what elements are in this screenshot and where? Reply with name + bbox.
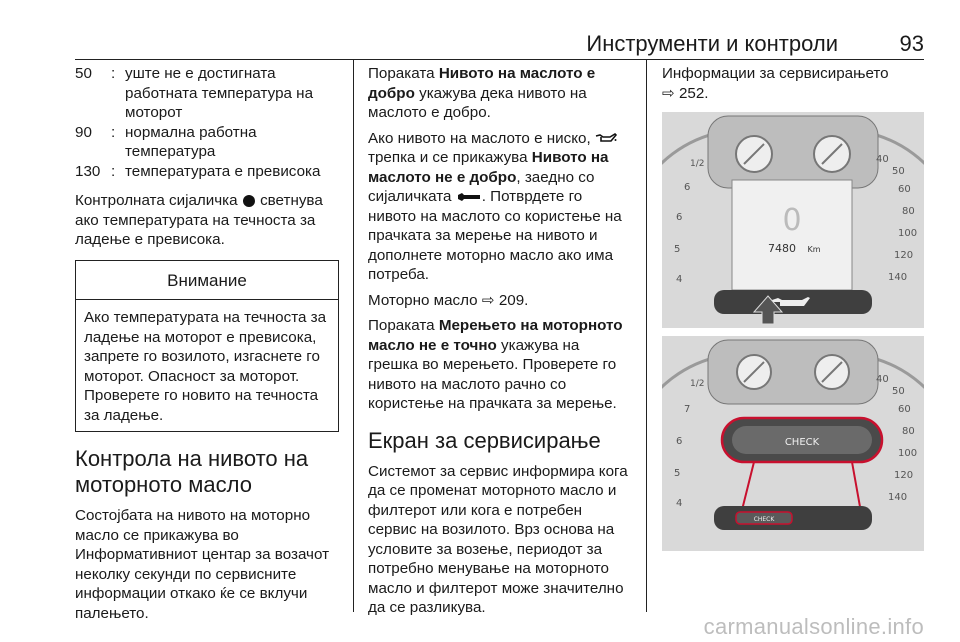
service-ref-paragraph [662, 64, 924, 103]
control-light-paragraph [75, 191, 339, 250]
temp-colon: : [111, 123, 116, 141]
page-number: 93 [899, 31, 924, 56]
section-heading: Екран за сервисирање [368, 427, 601, 453]
temperature-list [75, 64, 339, 181]
top-panel [708, 340, 878, 404]
small-check-label: CHECK [753, 516, 775, 523]
temp-description: температурата е превисока [125, 162, 321, 180]
page-ref-icon: ⇨ [481, 291, 495, 309]
gauge-label: 6 [676, 436, 683, 447]
header-rule [75, 59, 924, 60]
wrench-icon [456, 191, 482, 203]
gauge-label: 4 [676, 274, 683, 285]
check-label: CHECK [784, 437, 820, 448]
column-divider [646, 60, 647, 612]
gauge-label: 120 [894, 470, 914, 481]
digital-speed: 0 [782, 203, 802, 238]
section-paragraph: Состојбата на нивото на моторно масло се прикажува во Информативниот центар за возачот неколку секунди по сервисните информации откако ќе се вклучи палењето. [75, 507, 330, 622]
gauge-label: 6 [684, 182, 691, 193]
gauge-label: 1/2 [690, 159, 705, 169]
column-middle [368, 64, 633, 624]
page-header [0, 0, 960, 56]
temp-colon: : [111, 65, 116, 82]
gauge-label: 40 [876, 154, 889, 165]
gauge-label: 50 [892, 386, 905, 397]
text-run: трепка и се прикажува [368, 149, 528, 166]
indicator-dot-icon [242, 194, 256, 208]
gauge-label: 60 [898, 184, 911, 195]
text-run: Пораката [368, 317, 435, 334]
oil-ok-paragraph [368, 64, 633, 123]
temp-value: 130 [75, 162, 101, 180]
text-run: , заедно со сијаличката [368, 168, 595, 205]
text-run: Пораката [368, 65, 435, 82]
column-divider [353, 60, 354, 612]
temp-colon: : [111, 162, 116, 180]
top-panel [708, 116, 878, 188]
warning-title: Внимание [76, 261, 338, 301]
header-title: Инструменти и контроли [586, 31, 838, 56]
text-run: Информации за сервисирањето [662, 65, 889, 82]
odometer-unit: Km [807, 245, 821, 254]
gauge-label: 40 [876, 374, 889, 385]
column-right [662, 64, 924, 109]
page-ref[interactable]: 209. [498, 291, 529, 309]
oil-ref-paragraph [368, 291, 633, 311]
text-run: укажува на грешка во мерењето. Проверете го нивото на маслото рачно со користење на прачката за мерење. [368, 336, 617, 412]
temp-description: нормална работна температура [125, 123, 257, 160]
temp-value: 90 [75, 123, 92, 141]
cluster-figure-oil [662, 112, 924, 328]
temp-row [75, 123, 339, 162]
oil-can-icon [595, 132, 617, 144]
text-run: Ако нивото на маслото е ниско, [368, 129, 591, 147]
text-run: светнува ако температурата на течноста за ладење е превисока. [75, 192, 323, 248]
oil-low-paragraph [368, 129, 633, 285]
bold-message: Нивото на маслото не е добро [368, 149, 609, 186]
temp-row [75, 64, 339, 123]
page-ref-icon: ⇨ [662, 84, 675, 102]
temp-row [75, 162, 339, 182]
text-run: . Потврдете го нивото на маслото со користење на прачката за мерење на нивото и дополнете моторно масло ако има потреба. [368, 188, 622, 283]
text-run: Контролната сијаличка [75, 192, 238, 209]
column-left [75, 64, 339, 629]
warning-text: Ако температурата на течноста за ладење на моторот е превисока, запрете го возилото, изгаснете го моторот. Опасност за моторот. Проверете го новито на течноста за ладење. [84, 309, 327, 424]
gauge-label: 80 [902, 206, 915, 217]
text-run: укажува дека нивото на маслото е добро. [368, 84, 587, 121]
gauge-label: 7 [684, 404, 691, 415]
gauge-label: 100 [898, 228, 918, 239]
temp-description: уште не е достигната работната температура на моторот [125, 65, 314, 121]
gauge-label: 1/2 [690, 379, 705, 389]
gauge-label: 50 [892, 166, 905, 177]
bold-message: Мерењето на моторното масло не е точно [368, 317, 623, 354]
watermark: carmanualsonline.info [703, 614, 924, 639]
gauge-label: 5 [674, 468, 681, 479]
gauge-label: 60 [898, 404, 911, 415]
gauge-label: 140 [888, 272, 908, 283]
warning-box [75, 260, 339, 433]
section-paragraph: Системот за сервис информира кога да се променат моторното масло и филтерот или кога е потребен сервис на возилото. Врз основа на условите за возење, периодот за потребно менување на моторното масло и филтерот може значително да се разликува. [368, 462, 628, 616]
gauge-label: 6 [676, 212, 683, 223]
page-ref[interactable]: 252. [678, 84, 709, 102]
gauge-label: 5 [674, 244, 681, 255]
section-heading: Контрола на нивото на моторното масло [75, 446, 309, 497]
bold-message: Нивото на маслото е добро [368, 65, 596, 102]
gauge-label: 4 [676, 498, 683, 509]
temp-value: 50 [75, 65, 92, 82]
gauge-label: 100 [898, 448, 918, 459]
gauge-label: 80 [902, 426, 915, 437]
gauge-label: 140 [888, 492, 908, 503]
oil-error-paragraph [368, 316, 633, 414]
odometer-value: 7480 [768, 242, 796, 255]
gauge-label: 120 [894, 250, 914, 261]
text-run: Моторно масло [368, 291, 478, 309]
cluster-figure-check [662, 336, 924, 551]
